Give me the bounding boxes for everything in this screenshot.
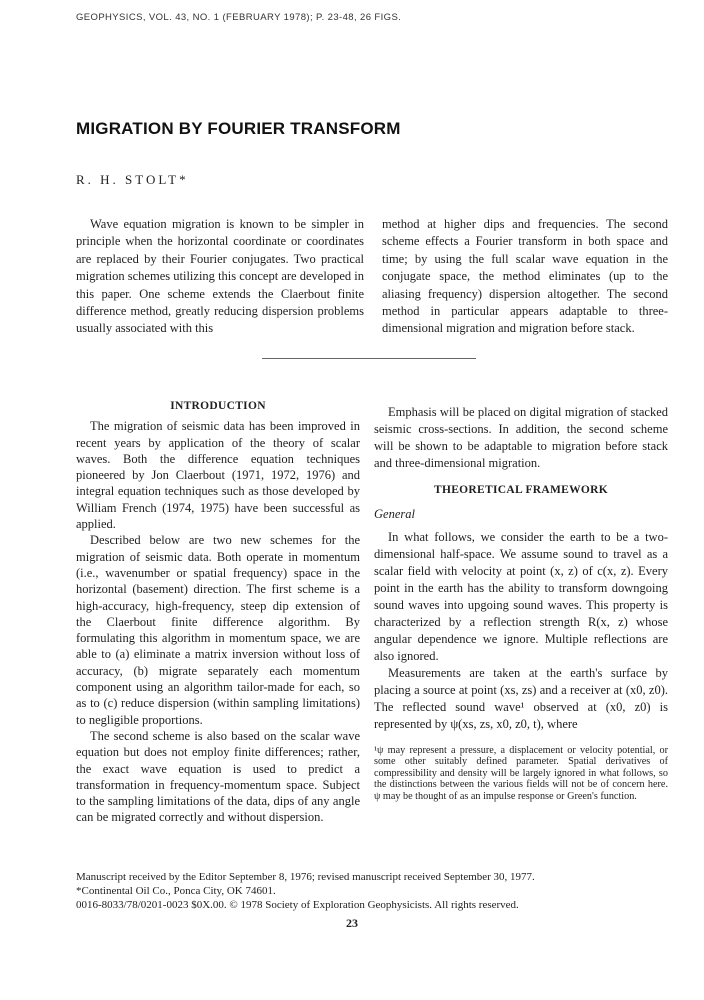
left-column — [76, 400, 360, 826]
general-paragraph: In what follows, we consider the earth to be a two-dimensional half-space. We assume sound to travel as a scalar field with velocity at point (x, z) of c(x, z). Every point in the earth has the ability to transform downgoing sound waves into upgoing sound waves. This property is characterized by a reflection strength R(x, z) whose angular dependence we ignore. Multiple reflections are also ignored. — [374, 529, 668, 663]
copyright-note: 0016-8033/78/0201-0023 $0X.00. © 1978 Society of Exploration Geophysicists. All rights reserved. — [76, 899, 519, 911]
affiliation-note: *Continental Oil Co., Ponca City, OK 74601. — [76, 885, 276, 897]
introduction-heading: INTRODUCTION — [170, 400, 266, 412]
emphasis-paragraph: Emphasis will be placed on digital migration of stacked seismic cross-sections. In addition, the second scheme will be shown to be adaptable to migration before stack and three-dimensional migration. — [374, 405, 668, 470]
author-line: R. H. STOLT* — [76, 172, 189, 187]
footnote: ¹ψ may represent a pressure, a displacement or velocity potential, or some other suitably defined parameter. Spatial derivatives of compressibility and density will be largely ignored in what follows, so the distinctions between the various fields will not be of concern here. ψ may be thought of as an impulse response or Green's function. — [374, 744, 668, 802]
abstract-left: Wave equation migration is known to be simpler in principle when the horizontal coordinate or coordinates are replaced by their Fourier conjugates. Two practical migration schemes utilizing this concept are developed in this paper. One scheme extends the Claerbout finite difference method, greatly reducing dispersion problems usually associated with this — [76, 217, 364, 336]
abstract-right: method at higher dips and frequencies. The second scheme effects a Fourier transform in both space and time; by using the full scalar wave equation in the conjugate space, the method eliminates (up to the aliasing frequency) dispersion altogether. The second method in particular appears adaptable to three-dimensional migration and migration before stack. — [382, 217, 668, 336]
manuscript-notes — [76, 870, 676, 912]
section-divider — [262, 358, 476, 359]
intro-paragraph-3: The second scheme is also based on the scalar wave equation but does not employ finite differences; rather, the exact wave equation is used to predict a transformation in frequency-momentum space. Subject to the sampling limitations of the data, dips of any angle can be migrated correctly and without dispersion. — [76, 728, 360, 825]
running-head: GEOPHYSICS, VOL. 43, NO. 1 (FEBRUARY 1978); P. 23-48, 26 FIGS. — [76, 12, 402, 23]
intro-paragraph-2: Described below are two new schemes for the migration of seismic data. Both operate in momentum (i.e., wavenumber or spatial frequency) space in the horizontal (basement) direction. The first scheme is a high-accuracy, high-frequency, steep dip extension of the Claerbout finite difference algorithm. By formulating this algorithm in momentum space, we are able to (a) eliminate a matrix inversion without loss of accuracy, (b) migrate separately each momentum component using an algorithm tailor-made for each, so as to (c) reduce dispersion (within sampling limitations) to negligible proportions. — [76, 533, 360, 727]
intro-paragraph-1: The migration of seismic data has been improved in recent years by application of the theory of scalar waves. Both the difference equation techniques pioneered by Jon Claerbout (1971, 1972, 1976) and integral equation techniques such as those developed by William French (1974, 1975) have been successful as applied. — [76, 419, 360, 532]
general-subheading: General — [374, 507, 415, 522]
received-note: Manuscript received by the Editor September 8, 1976; revised manuscript received September 30, 1977. — [76, 871, 535, 883]
theoretical-framework-heading: THEORETICAL FRAMEWORK — [433, 484, 609, 496]
measurement-paragraph: Measurements are taken at the earth's surface by placing a source at point (xs, zs) and a receiver at (x0, z0). The reflected sound wave¹ observed at (x0, z0) is represented by ψ(xs, zs, x0, z0, t), where — [374, 665, 668, 731]
paper-title: MIGRATION BY FOURIER TRANSFORM — [76, 119, 401, 138]
right-column — [374, 404, 668, 803]
page-number: 23 — [346, 916, 358, 930]
